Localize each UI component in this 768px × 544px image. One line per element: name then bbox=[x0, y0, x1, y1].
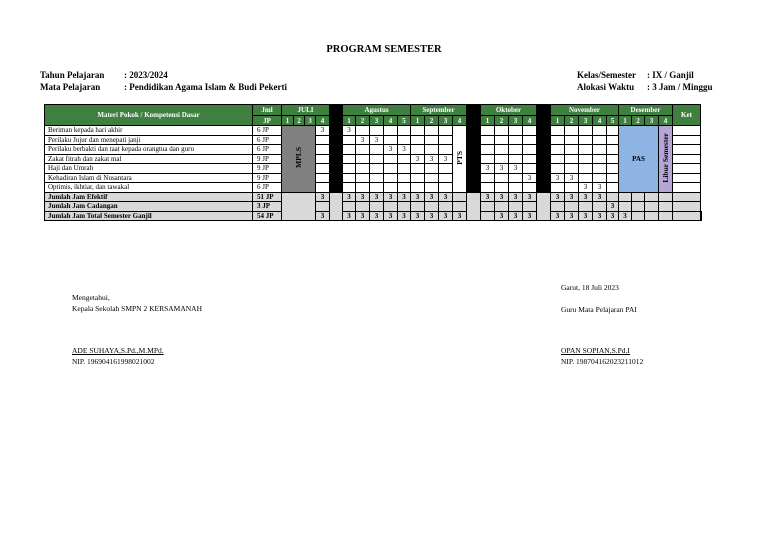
week-cell: 3 bbox=[370, 135, 384, 145]
week: 2 bbox=[565, 116, 579, 126]
table-row bbox=[45, 154, 702, 164]
mpls-label: MPLS bbox=[293, 147, 303, 169]
signature-right-name bbox=[561, 345, 643, 367]
week: 3 bbox=[370, 116, 384, 126]
signature-left-name bbox=[72, 345, 164, 367]
guru-name: OPAN SOPIAN,S.Pd.I bbox=[561, 346, 630, 355]
week: 2 bbox=[356, 116, 370, 126]
week: 3 bbox=[305, 116, 316, 126]
alokasi-value: : 3 Jam / Minggu bbox=[647, 82, 713, 92]
week-cell: 3 bbox=[384, 192, 398, 202]
week: 3 bbox=[509, 116, 523, 126]
week-cell: 3 bbox=[565, 192, 579, 202]
mapel-value: : Pendidikan Agama Islam & Budi Pekerti bbox=[124, 82, 288, 92]
kepala-sekolah-label: Kepala Sekolah SMPN 2 KERSAMANAH bbox=[72, 304, 202, 313]
week-cell: 3 bbox=[495, 211, 509, 221]
week-cell: 3 bbox=[579, 211, 593, 221]
week-cell: 3 bbox=[411, 154, 425, 164]
kelas-label: Kelas/Semester bbox=[577, 70, 636, 80]
summary-jp: 51 JP bbox=[253, 192, 282, 202]
summary-row bbox=[45, 211, 702, 221]
jp-cell: 6 JP bbox=[253, 183, 282, 193]
week-cell: 3 bbox=[343, 126, 356, 136]
header-jp: JP bbox=[253, 116, 282, 126]
jp-cell: 6 JP bbox=[253, 126, 282, 136]
week-cell: 3 bbox=[565, 173, 579, 183]
week-cell: 3 bbox=[481, 164, 495, 174]
week-cell: 3 bbox=[411, 192, 425, 202]
guru-label: Guru Mata Pelajaran PAI bbox=[561, 305, 637, 314]
jp-cell: 9 JP bbox=[253, 154, 282, 164]
materi-cell: Haji dan Umrah bbox=[45, 164, 253, 174]
header-jml: Jml bbox=[253, 105, 282, 116]
week: 4 bbox=[593, 116, 607, 126]
summary-label: Jumlah Jam Efektif bbox=[45, 192, 253, 202]
week-cell: 3 bbox=[425, 154, 439, 164]
kepala-sekolah-name: ADE SUHAYA,S.Pd.,M.MPd. bbox=[72, 346, 164, 355]
week-cell: 3 bbox=[356, 135, 370, 145]
jp-cell: 9 JP bbox=[253, 173, 282, 183]
week: 1 bbox=[481, 116, 495, 126]
week-cell: 3 bbox=[425, 211, 439, 221]
week: 1 bbox=[282, 116, 294, 126]
week-cell: 3 bbox=[384, 211, 398, 221]
signature-left bbox=[72, 292, 202, 314]
week-cell: 3 bbox=[523, 192, 537, 202]
week-cell: 3 bbox=[607, 211, 619, 221]
table-row bbox=[45, 145, 702, 155]
week-cell: 3 bbox=[495, 164, 509, 174]
jp-cell: 9 JP bbox=[253, 164, 282, 174]
page-title: PROGRAM SEMESTER bbox=[326, 44, 442, 55]
materi-cell: Perilaku Jujur dan menepati janji bbox=[45, 135, 253, 145]
week-cell: 3 bbox=[579, 183, 593, 193]
week: 1 bbox=[411, 116, 425, 126]
pts-block bbox=[453, 126, 467, 193]
week: 4 bbox=[384, 116, 398, 126]
alokasi-label: Alokasi Waktu bbox=[577, 82, 635, 92]
week-cell: 3 bbox=[593, 211, 607, 221]
month-agustus: Agustus bbox=[343, 105, 411, 116]
week-cell: 3 bbox=[551, 173, 565, 183]
week-cell: 3 bbox=[411, 211, 425, 221]
jp-cell: 6 JP bbox=[253, 145, 282, 155]
kepala-sekolah-nip: NIP. 196904161998021002 bbox=[72, 357, 155, 366]
kelas-value: : IX / Ganjil bbox=[647, 70, 694, 80]
week: 4 bbox=[659, 116, 673, 126]
week-cell: 3 bbox=[370, 211, 384, 221]
header-ket: Ket bbox=[673, 105, 701, 126]
week-cell: 3 bbox=[453, 211, 467, 221]
week-cell: 3 bbox=[593, 183, 607, 193]
week-cell: 3 bbox=[343, 211, 356, 221]
week-cell: 3 bbox=[316, 192, 330, 202]
materi-cell: Perilaku berbakti dan taat kepada orangtua dan guru bbox=[45, 145, 253, 155]
week-cell: 3 bbox=[565, 211, 579, 221]
week-cell: 3 bbox=[523, 173, 537, 183]
libur-block bbox=[659, 126, 673, 193]
week: 1 bbox=[551, 116, 565, 126]
week-cell: 3 bbox=[509, 211, 523, 221]
materi-cell: Kehadiran Islam di Nusantara bbox=[45, 173, 253, 183]
week-cell: 3 bbox=[370, 192, 384, 202]
pas-block bbox=[619, 126, 659, 193]
header-materi: Materi Pokok / Kompetensi Dasar bbox=[45, 105, 253, 126]
week: 2 bbox=[632, 116, 645, 126]
mengetahui-label: Mengetahui, bbox=[72, 293, 110, 302]
meta-left bbox=[40, 69, 287, 93]
week: 4 bbox=[316, 116, 330, 126]
summary-label: Jumlah Jam Cadangan bbox=[45, 202, 253, 212]
meta-right bbox=[577, 69, 713, 93]
pas-label: PAS bbox=[632, 154, 645, 163]
table-row bbox=[45, 126, 702, 136]
week: 2 bbox=[495, 116, 509, 126]
summary-jp: 54 JP bbox=[253, 211, 282, 221]
week: 2 bbox=[294, 116, 305, 126]
week-cell: 3 bbox=[481, 192, 495, 202]
mapel-label: Mata Pelajaran bbox=[40, 82, 101, 92]
libur-label: Libur Semester bbox=[660, 132, 670, 183]
week-cell: 3 bbox=[495, 192, 509, 202]
guru-nip: NIP. 198704162023211012 bbox=[561, 357, 644, 366]
week: 3 bbox=[579, 116, 593, 126]
materi-cell: Optimis, ikhtiar, dan tawakal bbox=[45, 183, 253, 193]
table-row bbox=[45, 183, 702, 193]
week-cell: 3 bbox=[356, 192, 370, 202]
week-cell: 3 bbox=[398, 211, 411, 221]
week-cell: 3 bbox=[398, 192, 411, 202]
week-cell: 3 bbox=[398, 145, 411, 155]
week-cell: 3 bbox=[509, 164, 523, 174]
table-row bbox=[45, 173, 702, 183]
signature-right bbox=[561, 282, 637, 315]
week: 4 bbox=[453, 116, 467, 126]
week: 3 bbox=[439, 116, 453, 126]
week-cell: 3 bbox=[509, 192, 523, 202]
week: 2 bbox=[425, 116, 439, 126]
week-cell: 3 bbox=[343, 192, 356, 202]
week-cell: 3 bbox=[523, 211, 537, 221]
table-row bbox=[45, 164, 702, 174]
week: 4 bbox=[523, 116, 537, 126]
week-cell: 3 bbox=[316, 211, 330, 221]
month-november: November bbox=[551, 105, 619, 116]
week-cell: 3 bbox=[439, 211, 453, 221]
mpls-block bbox=[282, 126, 316, 193]
week-cell: 3 bbox=[579, 192, 593, 202]
pts-label: PTS bbox=[454, 150, 464, 165]
week-cell: 3 bbox=[439, 154, 453, 164]
tahun-label: Tahun Pelajaran bbox=[40, 70, 105, 80]
materi-cell: Beriman kepada hari akhir bbox=[45, 126, 253, 136]
week-cell: 3 bbox=[356, 211, 370, 221]
week-cell: 3 bbox=[384, 145, 398, 155]
week-cell: 3 bbox=[551, 192, 565, 202]
month-desember: Desember bbox=[619, 105, 673, 116]
week-cell: 3 bbox=[425, 192, 439, 202]
week-cell: 3 bbox=[439, 192, 453, 202]
week-cell: 3 bbox=[593, 192, 607, 202]
week: 5 bbox=[607, 116, 619, 126]
week: 3 bbox=[645, 116, 659, 126]
summary-row bbox=[45, 192, 702, 202]
summary-label: Jumlah Jam Total Semester Ganjil bbox=[45, 211, 253, 221]
week: 1 bbox=[619, 116, 632, 126]
week: 1 bbox=[343, 116, 356, 126]
summary-row bbox=[45, 202, 702, 212]
week-cell: 3 bbox=[316, 126, 330, 136]
signature-date: Garut, 18 Juli 2023 bbox=[561, 283, 619, 292]
week-cell: 3 bbox=[551, 211, 565, 221]
month-juli: JULI bbox=[282, 105, 330, 116]
materi-cell: Zakat fitrah dan zakat mal bbox=[45, 154, 253, 164]
month-september: September bbox=[411, 105, 467, 116]
week-cell: 3 bbox=[619, 211, 632, 221]
month-oktober: Oktober bbox=[481, 105, 537, 116]
table-row bbox=[45, 135, 702, 145]
week-cell: 3 bbox=[607, 202, 619, 212]
summary-jp: 3 JP bbox=[253, 202, 282, 212]
tahun-value: : 2023/2024 bbox=[124, 70, 168, 80]
program-semester-table bbox=[44, 104, 702, 221]
jp-cell: 6 JP bbox=[253, 135, 282, 145]
week: 5 bbox=[398, 116, 411, 126]
